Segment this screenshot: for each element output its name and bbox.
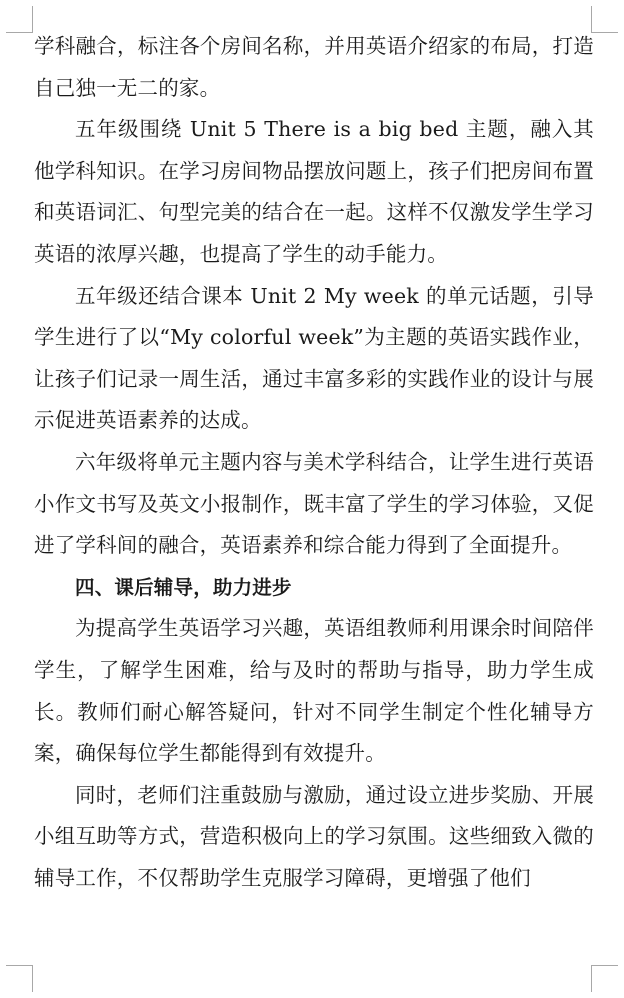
crop-mark-bottom-left [6,965,33,992]
paragraph-encouragement: 同时，老师们注重鼓励与激励，通过设立进步奖励、开展小组互助等方式，营造积极向上的学习氛围。这些细致入微的辅导工作，不仅帮助学生克服学习障碍，更增强了他们 [34,782,594,890]
crop-mark-bottom-right [591,965,618,992]
document-body [34,26,594,899]
paragraph-grade5-unit5: 五年级围绕 Unit 5 There is a big bed 主题，融入其他学科知识。在学习房间物品摆放问题上，孩子们把房间布置和英语词汇、句型完美的结合在一起。这样不仅激发学生学习英语的浓厚兴趣，也提高了学生的动手能力。 [34,117,594,266]
crop-mark-top-right [591,6,618,33]
section-heading: 四、课后辅导，助力进步 [75,575,292,599]
crop-mark-top-left [6,6,33,33]
paragraph-grade5-unit2: 五年级还结合课本 Unit 2 My week 的单元话题，引导学生进行了以“My colorful week”为主题的英语实践作业，让孩子们记录一周生活，通过丰富多彩的实践作业的设计与展示促进英语素养的达成。 [34,283,594,433]
paragraph-continued: 学科融合，标注各个房间名称，并用英语介绍家的布局，打造自己独一无二的家。 [34,34,594,100]
paragraph-tutoring: 为提高学生英语学习兴趣，英语组教师利用课余时间陪伴学生，了解学生困难，给与及时的帮助与指导，助力学生成长。教师们耐心解答疑问，针对不同学生制定个性化辅导方案，确保每位学生都能得到有效提升。 [34,616,594,766]
paragraph-grade6: 六年级将单元主题内容与美术学科结合，让学生进行英语小作文书写及英文小报制作，既丰富了学生的学习体验，又促进了学科间的融合，英语素养和综合能力得到了全面提升。 [34,449,594,558]
